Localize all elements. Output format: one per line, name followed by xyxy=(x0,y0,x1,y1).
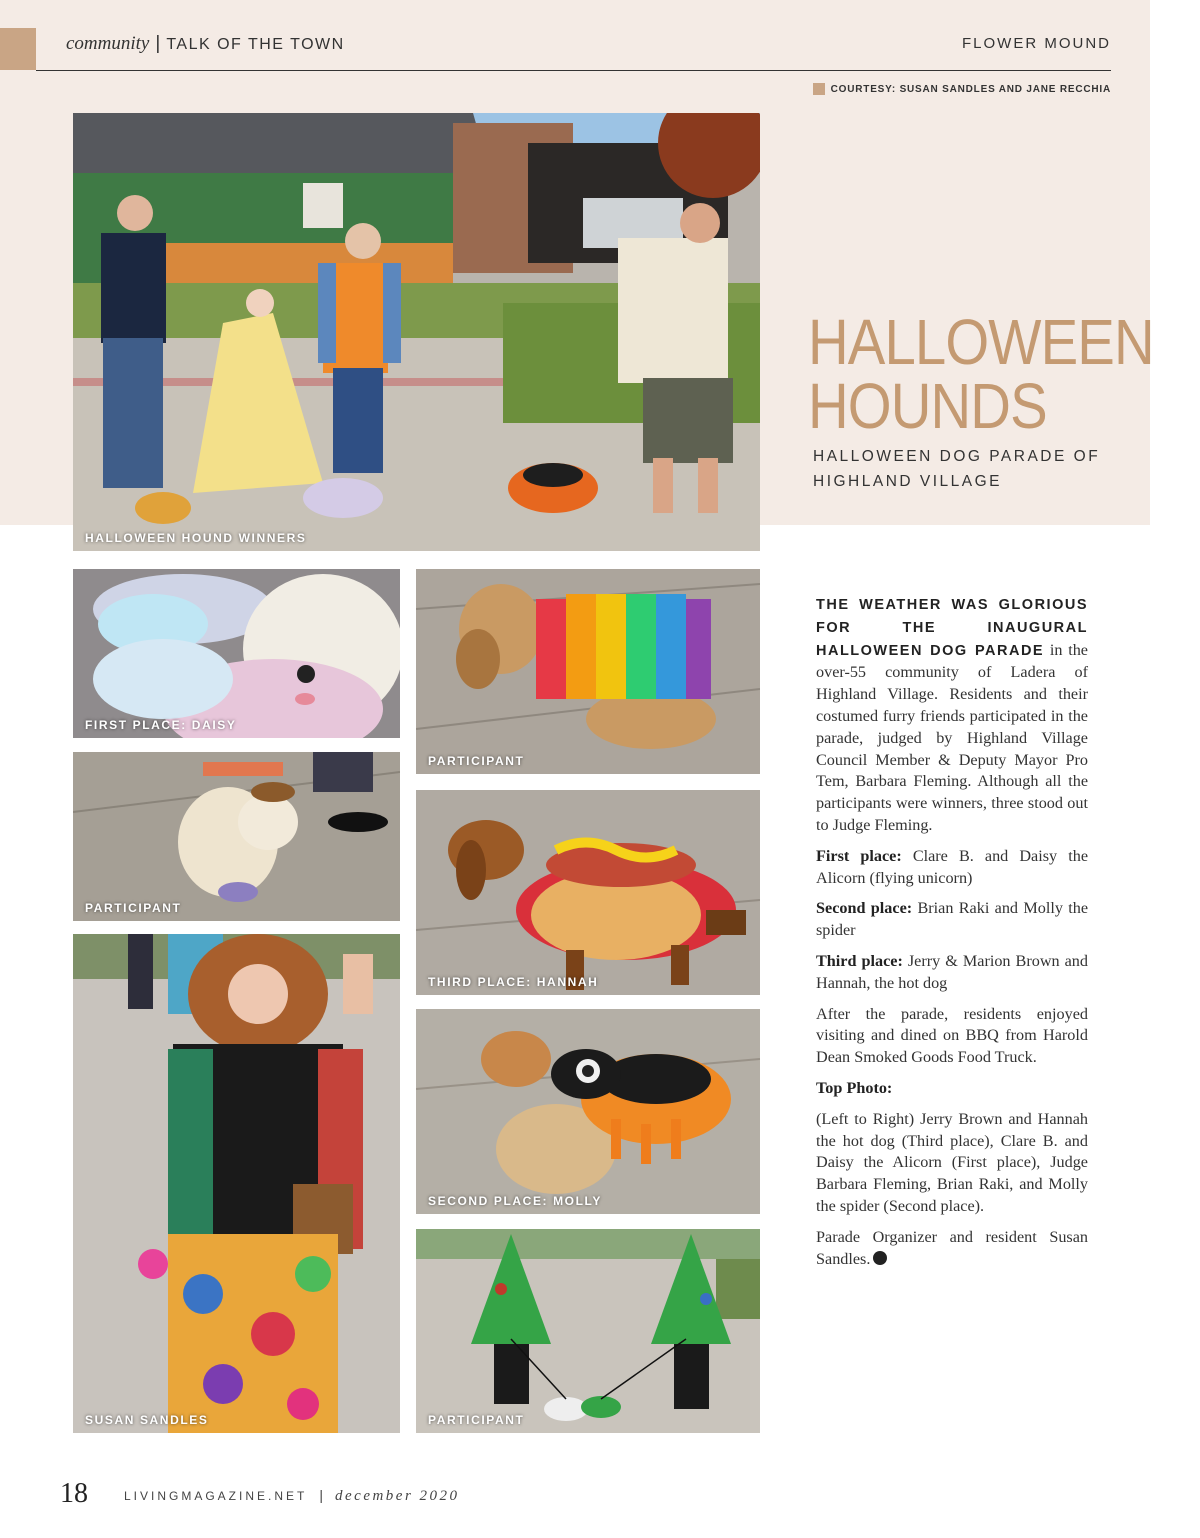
third-place-label: Third place: xyxy=(816,951,903,970)
top-photo-description: (Left to Right) Jerry Brown and Hannah the hot dog (Third place), Clare B. and Daisy the Alicorn (First place), Judge Barbara Fleming, Brian Raki, and Molly the spider (Second place). xyxy=(816,1109,1088,1215)
lead-in: THE WEATHER WAS GLORIOUS FOR THE INAUGURAL HALLOWEEN DOG PARADE xyxy=(816,597,1088,659)
page-number: 18 xyxy=(60,1478,88,1509)
title-line-2: HOUNDS xyxy=(808,370,1047,442)
photo-credit-text: COURTESY: SUSAN SANDLES AND JANE RECCHIA xyxy=(830,83,1111,95)
susan-caption: SUSAN SANDLES xyxy=(85,1413,209,1427)
photo-participant-cowboy xyxy=(73,752,400,921)
second-place-paragraph xyxy=(816,898,1088,942)
photo-third-place-hannah xyxy=(416,790,760,995)
photo-first-place-daisy xyxy=(73,569,400,738)
cowboy-caption: PARTICIPANT xyxy=(85,901,182,915)
tree-costumes-photo-image xyxy=(416,1229,760,1433)
main-photo-image xyxy=(73,113,760,551)
organizer-text: Parade Organizer and resident Susan Sandles. xyxy=(816,1227,1088,1268)
main-photo-caption: HALLOWEEN HOUND WINNERS xyxy=(85,531,307,545)
header-divider: | xyxy=(155,33,161,54)
section-name: community xyxy=(66,33,150,54)
top-photo-heading xyxy=(816,1078,1088,1100)
photo-second-place-molly xyxy=(416,1009,760,1214)
rainbow-dog-photo-image xyxy=(416,569,760,774)
cowboy-dog-photo-image xyxy=(73,752,400,921)
article-title xyxy=(808,306,1154,442)
third-place-paragraph xyxy=(816,951,1088,995)
article-subtitle: HALLOWEEN DOG PARADE OF HIGHLAND VILLAGE xyxy=(813,448,1101,490)
second-place-label: Second place: xyxy=(816,899,913,918)
first-place-paragraph xyxy=(816,846,1088,890)
article-lead-paragraph xyxy=(816,594,1088,837)
second-place-text: Brian Raki and Molly the spider xyxy=(816,899,1089,940)
rainbow-caption: PARTICIPANT xyxy=(428,754,525,768)
third-place-text: Jerry & Marion Brown and Hannah, the hot dog xyxy=(816,951,1088,992)
footer-info xyxy=(124,1487,460,1505)
section-tab-marker xyxy=(0,28,36,70)
section-topic: TALK OF THE TOWN xyxy=(166,36,345,53)
trees-caption: PARTICIPANT xyxy=(428,1413,525,1427)
susan-photo-image xyxy=(73,934,400,1433)
hannah-caption: THIRD PLACE: HANNAH xyxy=(428,975,599,989)
footer-date: december 2020 xyxy=(335,1488,460,1504)
credit-square-icon xyxy=(813,83,825,95)
molly-photo-image xyxy=(416,1009,760,1214)
molly-caption: SECOND PLACE: MOLLY xyxy=(428,1194,602,1208)
first-place-label: First place: xyxy=(816,846,902,865)
footer-divider: | xyxy=(319,1487,323,1503)
location-label: FLOWER MOUND xyxy=(962,35,1111,52)
daisy-photo-image xyxy=(73,569,400,738)
photo-participant-rainbow xyxy=(416,569,760,774)
photo-susan-sandles xyxy=(73,934,400,1433)
header-rule xyxy=(36,70,1111,71)
photo-credit xyxy=(813,83,1111,95)
photo-participant-trees xyxy=(416,1229,760,1433)
organizer-paragraph xyxy=(816,1227,1088,1271)
end-mark-icon xyxy=(873,1251,887,1265)
after-parade-paragraph: After the parade, residents enjoyed visiting and dined on BBQ from Harold Dean Smoked Goods Food Truck. xyxy=(816,1004,1088,1067)
hannah-photo-image xyxy=(416,790,760,995)
daisy-caption: FIRST PLACE: DAISY xyxy=(85,718,237,732)
first-place-text: Clare B. and Daisy the Alicorn (flying unicorn) xyxy=(816,846,1088,887)
top-photo-label: Top Photo: xyxy=(816,1078,893,1097)
footer-website: LIVINGMAGAZINE.NET xyxy=(124,1489,308,1503)
lead-text: in the over-55 community of Ladera of Highland Village. Residents and their costumed furry friends participated in the parade, judged by Highland Village Council Member & Deputy Mayor Pro Tem, Barbara Fleming. Although all the participants were winners, three stood out to Judge Fleming. xyxy=(816,640,1088,834)
article-body xyxy=(816,594,1088,1279)
main-photo xyxy=(73,113,760,551)
section-header xyxy=(66,33,345,55)
title-line-1: HALLOWEEN xyxy=(808,306,1154,378)
